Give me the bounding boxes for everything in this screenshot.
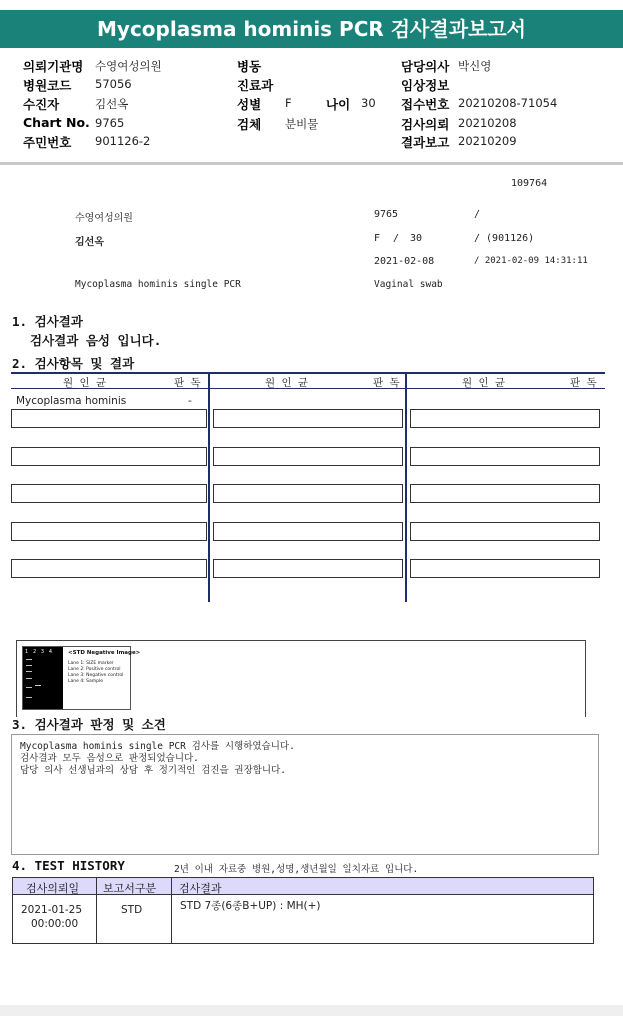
sub-date-report: / 2021-02-09 14:31:11 bbox=[474, 256, 588, 266]
result-slot bbox=[11, 522, 207, 541]
info-divider bbox=[0, 162, 623, 165]
opinion-line-3: 담당 의사 선생님과의 상담 후 정기적인 검진을 권장합니다. bbox=[20, 765, 287, 776]
marker-band bbox=[26, 665, 32, 666]
receipt-value: 20210208-71054 bbox=[458, 96, 558, 110]
opinion-box bbox=[11, 734, 599, 855]
result-slot bbox=[410, 484, 600, 503]
age-value: 30 bbox=[361, 96, 376, 110]
history-row-date: 2021-01-25 bbox=[21, 904, 83, 916]
opinion-line-1: Mycoplasma hominis single PCR 검사를 시행하였습니다. bbox=[20, 741, 295, 752]
result-slot bbox=[213, 484, 403, 503]
sex-label: 성별 bbox=[237, 97, 262, 112]
history-header-date: 검사의뢰일 bbox=[26, 882, 80, 895]
col2-judgement-header: 판 독 bbox=[373, 377, 400, 389]
col3-organism-header: 원 인 균 bbox=[462, 377, 506, 389]
result-slot bbox=[410, 522, 600, 541]
result-label: 결과보고 bbox=[401, 135, 450, 150]
hospital-label: 의뢰기관명 bbox=[23, 59, 84, 74]
specimen-label: 검체 bbox=[237, 117, 262, 132]
sub-patient: 김선옥 bbox=[75, 237, 104, 248]
report-title: Mycoplasma hominis PCR 검사결과보고서 bbox=[0, 10, 623, 48]
results-column-divider-1 bbox=[208, 374, 210, 602]
sub-birth: / (901126) bbox=[474, 233, 535, 244]
history-note: 2년 이내 자료중 병원,성명,생년월일 일치자료 입니다. bbox=[174, 864, 419, 875]
sub-date-request: 2021-02-08 bbox=[374, 256, 435, 267]
sub-slash-2: / bbox=[393, 233, 400, 244]
row1-organism: Mycoplasma hominis bbox=[16, 395, 127, 407]
patient-info-panel bbox=[0, 54, 623, 164]
history-header-type: 보고서구분 bbox=[103, 882, 157, 895]
result-slot bbox=[11, 559, 207, 578]
marker-band bbox=[26, 659, 32, 660]
gel-lane-3: Lane 3: Negative control bbox=[68, 673, 124, 678]
sub-sex: F bbox=[374, 233, 381, 244]
code-label: 병원코드 bbox=[23, 78, 72, 93]
section2-title: 2. 검사항목 및 결과 bbox=[12, 356, 135, 371]
result-slot bbox=[410, 409, 600, 428]
gel-lane-numbers: 1 2 3 4 bbox=[25, 649, 53, 655]
report-number: 109764 bbox=[511, 178, 548, 189]
code-value: 57056 bbox=[95, 77, 132, 91]
age-label: 나이 bbox=[326, 97, 351, 112]
chart-label: Chart No. bbox=[23, 115, 90, 130]
section3-title: 3. 검사결과 판정 및 소견 bbox=[12, 717, 166, 732]
sub-test-name: Mycoplasma hominis single PCR bbox=[75, 279, 241, 290]
result-slot bbox=[11, 484, 207, 503]
id-value: 901126-2 bbox=[95, 134, 151, 148]
results-table-top-line bbox=[11, 372, 605, 374]
history-header-result: 검사결과 bbox=[179, 882, 222, 895]
sub-specimen: Vaginal swab bbox=[374, 279, 443, 290]
history-row-time: 00:00:00 bbox=[31, 918, 79, 930]
gel-lane-2: Lane 2: Positive control bbox=[68, 667, 121, 672]
sub-hospital: 수영여성의원 bbox=[75, 213, 133, 224]
sub-chart: 9765 bbox=[374, 209, 399, 220]
history-table-header bbox=[13, 878, 593, 895]
id-label: 주민번호 bbox=[23, 135, 72, 150]
sex-value: F bbox=[285, 96, 292, 110]
result-slot bbox=[410, 447, 600, 466]
doctor-label: 담당의사 bbox=[401, 59, 450, 74]
dept-label: 진료과 bbox=[237, 78, 274, 93]
sub-age: 30 bbox=[410, 233, 423, 244]
row1-result: - bbox=[188, 395, 192, 407]
gel-lane-1: Lane 1: SIZE marker bbox=[68, 661, 114, 666]
result-slot bbox=[213, 522, 403, 541]
chart-value: 9765 bbox=[95, 116, 125, 130]
patient-label: 수진자 bbox=[23, 97, 60, 112]
positive-control-band bbox=[35, 685, 41, 686]
result-value: 20210209 bbox=[458, 134, 517, 148]
patient-value: 김선옥 bbox=[95, 97, 129, 111]
gel-electrophoresis-image bbox=[23, 647, 63, 709]
result-slot bbox=[11, 447, 207, 466]
receipt-label: 접수번호 bbox=[401, 97, 450, 112]
ward-label: 병동 bbox=[237, 59, 262, 74]
request-label: 검사의뢰 bbox=[401, 117, 450, 132]
marker-band bbox=[26, 697, 32, 698]
clinical-label: 임상정보 bbox=[401, 78, 450, 93]
col2-organism-header: 원 인 균 bbox=[265, 377, 309, 389]
result-slot bbox=[11, 409, 207, 428]
history-col-divider-1 bbox=[96, 878, 97, 944]
marker-band bbox=[26, 671, 32, 672]
col1-judgement-header: 판 독 bbox=[174, 377, 201, 389]
specimen-value: 분비물 bbox=[285, 117, 319, 131]
result-slot bbox=[213, 447, 403, 466]
request-value: 20210208 bbox=[458, 116, 517, 130]
col1-organism-header: 원 인 균 bbox=[63, 377, 107, 389]
marker-band bbox=[26, 687, 32, 688]
section4-title: 4. TEST HISTORY bbox=[12, 858, 125, 873]
doctor-value: 박신영 bbox=[458, 59, 492, 73]
history-row-result: STD 7종(6종B+UP) : MH(+) bbox=[180, 900, 321, 912]
gel-title: <STD Negative Image> bbox=[68, 650, 141, 656]
result-slot bbox=[213, 409, 403, 428]
section1-title: 1. 검사결과 bbox=[12, 314, 83, 329]
history-col-divider-2 bbox=[171, 878, 172, 944]
history-row-type: STD bbox=[121, 904, 143, 916]
result-slot bbox=[213, 559, 403, 578]
section1-result-text: 검사결과 음성 입니다. bbox=[30, 333, 162, 348]
col3-judgement-header: 판 독 bbox=[570, 377, 597, 389]
results-column-divider-2 bbox=[405, 374, 407, 602]
sub-slash: / bbox=[474, 209, 481, 220]
hospital-value: 수영여성의원 bbox=[95, 59, 162, 73]
result-slot bbox=[410, 559, 600, 578]
opinion-line-2: 검사결과 모두 음성으로 판정되었습니다. bbox=[20, 753, 199, 764]
marker-band bbox=[26, 678, 32, 679]
gel-lane-4: Lane 4: Sample bbox=[68, 679, 103, 684]
footer-bar bbox=[0, 1005, 623, 1016]
